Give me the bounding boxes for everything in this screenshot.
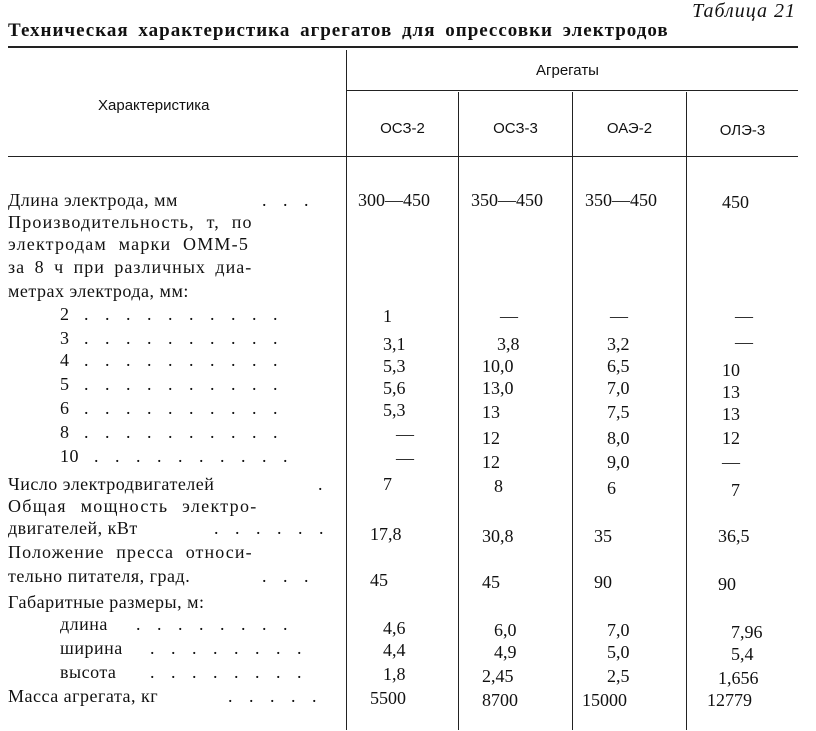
cell-d8-1: — xyxy=(396,424,414,444)
cell-d5-1: 5,6 xyxy=(383,378,406,398)
cell-dim-height-2: 2,45 xyxy=(482,666,514,686)
cell-dim-width-2: 4,9 xyxy=(494,642,517,662)
cell-d4-1: 5,3 xyxy=(383,356,406,376)
cell-power-3: 35 xyxy=(594,526,612,546)
cell-position-3: 90 xyxy=(594,572,612,592)
row-label-productivity-1: Производительность, т, по xyxy=(8,212,253,232)
cell-d2-2: — xyxy=(500,306,518,326)
leader-dots: . . . . . . . . . . xyxy=(84,350,284,370)
cell-d8-2: 12 xyxy=(482,428,500,448)
leader-dots: . . . . . . . . . . xyxy=(84,398,284,418)
row-label-mass: Масса агрегата, кг xyxy=(8,686,159,706)
cell-power-1: 17,8 xyxy=(370,524,402,544)
leader-dots: . . . . . . . . xyxy=(150,638,308,658)
header-bottom-rule xyxy=(8,156,798,157)
cell-dim-height-1: 1,8 xyxy=(383,664,406,684)
leader-dots: . . . . . . . . . . xyxy=(84,304,284,324)
cell-d2-4: — xyxy=(735,306,753,326)
cell-length-3: 350—450 xyxy=(585,190,657,210)
cell-dim-width-1: 4,4 xyxy=(383,640,406,660)
column-divider-2 xyxy=(458,92,459,730)
leader-dots: . . . . . . xyxy=(214,518,330,538)
cell-dim-height-3: 2,5 xyxy=(607,666,630,686)
cell-d6-3: 7,5 xyxy=(607,402,630,422)
column-divider-1 xyxy=(346,50,347,730)
cell-position-1: 45 xyxy=(370,570,388,590)
cell-d10-4: — xyxy=(722,452,740,472)
row-label-length: Длина электрода, мм xyxy=(8,190,178,210)
cell-d10-1: — xyxy=(396,448,414,468)
leader-dots: . . . xyxy=(262,190,315,210)
header-aggregates: Агрегаты xyxy=(536,62,599,79)
header-characteristic: Характеристика xyxy=(98,97,210,114)
cell-length-1: 300—450 xyxy=(358,190,430,210)
cell-d8-4: 12 xyxy=(722,428,740,448)
cell-mass-3: 15000 xyxy=(582,690,627,710)
cell-motors-3: 6 xyxy=(607,478,616,498)
title-underline xyxy=(8,46,798,48)
leader-dots: . xyxy=(318,474,329,494)
row-label-dim-width: ширина xyxy=(60,638,123,658)
table-title: Техническая характеристика агрегатов для опрессовки электродов xyxy=(8,20,669,41)
leader-dots: . . . . . . . . . . xyxy=(94,446,294,466)
cell-dim-length-3: 7,0 xyxy=(607,620,630,640)
cell-d4-2: 10,0 xyxy=(482,356,514,376)
cell-d5-3: 7,0 xyxy=(607,378,630,398)
cell-d2-1: 1 xyxy=(383,306,392,326)
cell-dim-length-2: 6,0 xyxy=(494,620,517,640)
cell-d10-3: 9,0 xyxy=(607,452,630,472)
cell-d4-4: 10 xyxy=(722,360,740,380)
leader-dots: . . . xyxy=(262,566,315,586)
cell-d3-4: — xyxy=(735,332,753,352)
row-label-dim-length: длина xyxy=(60,614,108,634)
cell-d3-2: 3,8 xyxy=(497,334,520,354)
cell-position-2: 45 xyxy=(482,572,500,592)
cell-length-2: 350—450 xyxy=(471,190,543,210)
row-label-power-2: двигателей, кВт xyxy=(8,518,138,538)
cell-dim-length-1: 4,6 xyxy=(383,618,406,638)
column-divider-3 xyxy=(572,92,573,730)
cell-dim-width-3: 5,0 xyxy=(607,642,630,662)
leader-dots: . . . . . . . . . . xyxy=(84,328,284,348)
cell-d5-2: 13,0 xyxy=(482,378,514,398)
row-label-motors: Число электродвигателей xyxy=(8,474,215,494)
row-label-power-1: Общая мощность электро- xyxy=(8,496,258,516)
header-col-2: ОСЗ-3 xyxy=(493,120,538,137)
row-label-d2: 2 xyxy=(60,304,70,324)
row-label-d4: 4 xyxy=(60,350,70,370)
leader-dots: . . . . . . . . xyxy=(136,614,294,634)
cell-d3-1: 3,1 xyxy=(383,334,406,354)
row-label-productivity-3: за 8 ч при различных диа- xyxy=(8,257,253,277)
cell-position-4: 90 xyxy=(718,574,736,594)
column-divider-4 xyxy=(686,92,687,730)
cell-mass-1: 5500 xyxy=(370,688,406,708)
cell-motors-4: 7 xyxy=(731,480,740,500)
cell-mass-4: 12779 xyxy=(707,690,752,710)
table-caption: Таблица 21 xyxy=(692,0,796,22)
cell-d4-3: 6,5 xyxy=(607,356,630,376)
header-col-1: ОСЗ-2 xyxy=(380,120,425,137)
header-col-3: ОАЭ-2 xyxy=(606,120,653,137)
row-label-position-2: тельно питателя, град. xyxy=(8,566,191,586)
leader-dots: . . . . . xyxy=(228,686,323,706)
cell-d2-3: — xyxy=(610,306,628,326)
cell-d10-2: 12 xyxy=(482,452,500,472)
cell-d5-4: 13 xyxy=(722,382,740,402)
row-label-d8: 8 xyxy=(60,422,70,442)
cell-length-4: 450 xyxy=(722,192,749,212)
cell-d6-4: 13 xyxy=(722,404,740,424)
cell-dim-height-4: 1,656 xyxy=(718,668,759,688)
leader-dots: . . . . . . . . xyxy=(150,662,308,682)
row-label-productivity-2: электродам марки ОММ-5 xyxy=(8,234,250,254)
cell-motors-2: 8 xyxy=(494,476,503,496)
leader-dots: . . . . . . . . . . xyxy=(84,374,284,394)
row-label-d3: 3 xyxy=(60,328,70,348)
row-label-d5: 5 xyxy=(60,374,70,394)
cell-motors-1: 7 xyxy=(383,474,392,494)
cell-d3-3: 3,2 xyxy=(607,334,630,354)
cell-dim-width-4: 5,4 xyxy=(731,644,754,664)
row-label-productivity-4: метрах электрода, мм: xyxy=(8,281,189,301)
cell-power-4: 36,5 xyxy=(718,526,750,546)
row-label-d6: 6 xyxy=(60,398,70,418)
row-label-dimensions: Габаритные размеры, м: xyxy=(8,592,205,612)
leader-dots: . . . . . . . . . . xyxy=(84,422,284,442)
cell-dim-length-4: 7,96 xyxy=(731,622,763,642)
cell-mass-2: 8700 xyxy=(482,690,518,710)
aggregates-rule xyxy=(347,90,798,91)
row-label-d10: 10 xyxy=(60,446,79,466)
row-label-position-1: Положение пресса относи- xyxy=(8,542,253,562)
cell-power-2: 30,8 xyxy=(482,526,514,546)
header-col-4: ОЛЭ-3 xyxy=(719,122,766,139)
cell-d8-3: 8,0 xyxy=(607,428,630,448)
cell-d6-2: 13 xyxy=(482,402,500,422)
cell-d6-1: 5,3 xyxy=(383,400,406,420)
row-label-dim-height: высота xyxy=(60,662,117,682)
